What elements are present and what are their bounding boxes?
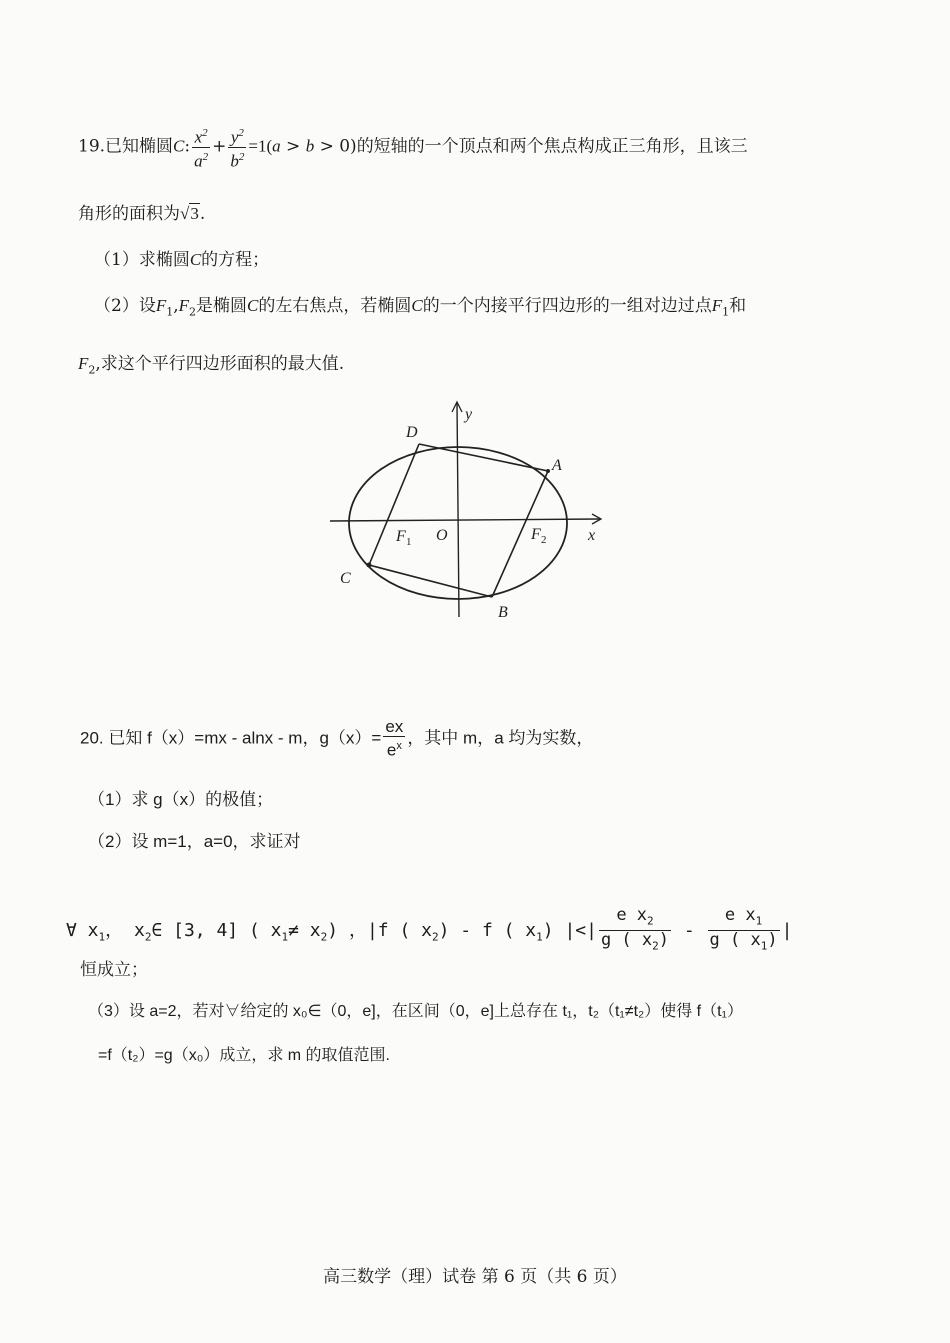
q20-part-3: （3）设 a=2，若对∀给定的 x₀∈（0，e]，在区间（0，e]上总存在 t₁，t₂（t₁≠t₂）使得 f（t₁） (88, 1003, 743, 1020)
label-a: A (552, 457, 562, 474)
fraction-y2-b2: $\frac{y^2}{b^2}$ (228, 124, 246, 170)
q20-hold: 恒成立； (80, 960, 148, 979)
sqrt-3: √3 (180, 204, 199, 223)
label-x: x (588, 527, 596, 544)
fraction-ex1-gx1: $\frac{e x_1}{g ( x_1)}$ (709, 905, 778, 953)
q19-line-1: 19.已知椭圆C: $\frac{x^2}{a^2}$ + $\frac{y^2}{b^2}$ =1(a > b > 0)的短轴的一个顶点和两个焦点构成正三角形，且该三 (78, 124, 748, 170)
label-o: O (436, 527, 448, 544)
vertex-a-dot (546, 469, 550, 473)
q19-part-1: （1）求椭圆C的方程； (94, 250, 270, 270)
q19-number: 19. (78, 136, 106, 157)
q20-part-2: （2）设 m=1，a=0，求证对 (88, 832, 301, 851)
label-c: C (340, 570, 351, 587)
label-f1-sub: 1 (406, 536, 412, 548)
q19-part-2: （2）设$F_1,F_2$是椭圆C的左右焦点，若椭圆C的一个内接平行四边形的一组对边过点$F_1$和 (94, 296, 747, 319)
label-d: D (406, 424, 418, 441)
y-axis (457, 403, 459, 617)
q19-part-2-cont: $F_2$,求这个平行四边形面积的最大值. (78, 354, 345, 377)
label-f2: F (531, 526, 541, 543)
vertex-c-dot (367, 563, 372, 568)
q20-part-1: （1）求 g（x）的极值； (88, 790, 274, 809)
label-b: B (498, 604, 508, 621)
page-footer: 高三数学（理）试卷 第 6 页（共 6 页） (323, 1267, 627, 1287)
label-f1: F (396, 528, 406, 545)
label-f2-sub: 2 (541, 534, 547, 546)
fraction-ex-over-e-x: $\frac{ex}{e^x}$ (385, 717, 404, 760)
x-axis (330, 519, 600, 521)
q20-line-1: 20. 已知 f（x）=mx - alnx - m，g（x）= $\frac{ex}{e^x}$ ，其中 m，a 均为实数， (80, 717, 594, 760)
fraction-x2-a2: $\frac{x^2}{a^2}$ (192, 124, 210, 170)
side-da (419, 444, 548, 471)
ellipse-diagram (320, 395, 620, 625)
label-y: y (465, 406, 473, 423)
q20-inequality: ∀ $x_1$， $x_2\in$ [3, 4] ( $x_1\ne x_2$) ，|f ( $x_2$) - f ( $x_1$) |<| $\frac{e x_2}{g ( x_2)}$ - $\frac{e x_1}{g ( x_1)}$ | (66, 906, 792, 956)
q19-line-2: 角形的面积为√3. (78, 204, 206, 224)
fraction-ex2-gx2: $\frac{e x_2}{g ( x_2)}$ (600, 905, 670, 953)
q20-part-3-cont: =f（t₂）=g（x₀）成立，求 m 的取值范围. (98, 1047, 390, 1064)
